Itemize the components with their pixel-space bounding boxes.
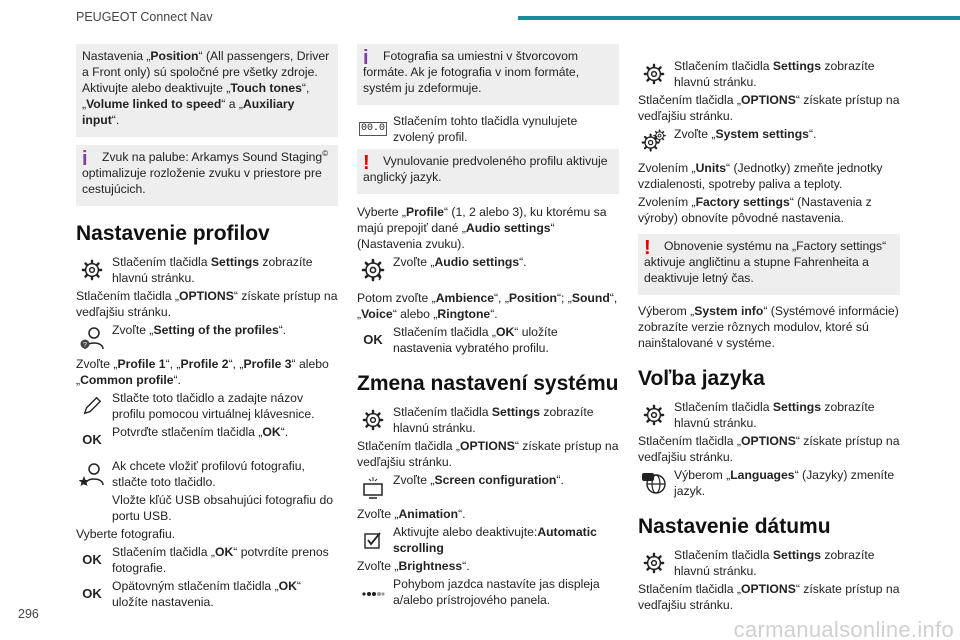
text: zobrazíte hlavnú stránku. bbox=[674, 400, 875, 430]
text: Stlačením tlačidla „ bbox=[393, 325, 496, 339]
instruction-row bbox=[357, 324, 619, 356]
text: “ a „ bbox=[221, 97, 243, 111]
instruction-row bbox=[638, 467, 900, 499]
text-bold: Settings bbox=[772, 59, 821, 73]
languages-icon bbox=[638, 467, 670, 499]
text: Stlačením tlačidla „ bbox=[357, 439, 460, 453]
text: Zvoľte „ bbox=[357, 559, 399, 573]
text: Aktivujte alebo deaktivujte: bbox=[393, 525, 538, 539]
text: “ získate prístup na vedľajšiu stránku. bbox=[638, 582, 900, 612]
settings-gear-icon bbox=[76, 254, 108, 286]
text: Vyberte „ bbox=[357, 205, 406, 219]
paragraph: Vyberte fotografiu. bbox=[76, 527, 176, 541]
watermark: carmanualsonline.info bbox=[733, 617, 954, 640]
text: Stlačením tlačidla bbox=[393, 405, 492, 419]
text: Zvoľte „ bbox=[112, 323, 154, 337]
text-bold: Audio settings bbox=[465, 221, 551, 235]
instruction-row bbox=[76, 492, 338, 524]
text: Zvolením „ bbox=[638, 161, 696, 175]
text: “ (Nastavenia zvuku). bbox=[357, 221, 555, 251]
text-bold: Settings bbox=[772, 400, 821, 414]
info-note bbox=[76, 145, 338, 206]
text: Zvuk na palube: Arkamys Sound Staging bbox=[102, 150, 323, 164]
instruction-row bbox=[76, 254, 338, 286]
text-bold: Auxiliary input bbox=[82, 97, 295, 127]
settings-gear-icon bbox=[638, 58, 670, 90]
instruction-row bbox=[357, 254, 619, 286]
text: Ak chcete vložiť profilovú fotografiu, stlačte toto tlačidlo. bbox=[112, 459, 305, 489]
text-bold: OPTIONS bbox=[740, 93, 796, 107]
instruction-row bbox=[357, 524, 619, 556]
text: “. bbox=[173, 373, 181, 387]
text: “; „ bbox=[556, 291, 572, 305]
paragraph bbox=[76, 288, 338, 320]
text: “ (Nastavenia z výroby) obnovíte pôvodné nastavenia. bbox=[638, 195, 872, 225]
text: Potom zvoľte „ bbox=[357, 291, 436, 305]
section-heading: Voľba jazyka bbox=[638, 367, 765, 390]
checkbox-icon bbox=[357, 524, 389, 556]
text: “. bbox=[462, 559, 470, 573]
text: Stlačením tlačidla bbox=[112, 255, 211, 269]
svg-text:?: ? bbox=[83, 342, 87, 349]
text: Stlačte toto tlačidlo a zadajte názov profilu pomocou virtuálnej klávesnice. bbox=[112, 391, 315, 421]
text-bold: Ambience bbox=[435, 291, 494, 305]
note-text: Obnovenie systému na „Factory settings“ aktivuje angličtinu a stupne Fahrenheita a deaktivuje letný čas. bbox=[644, 239, 887, 285]
info-icon: i bbox=[363, 47, 369, 69]
profile-photo-icon bbox=[76, 458, 108, 490]
text-bold: System settings bbox=[715, 127, 809, 141]
instruction-row bbox=[76, 578, 338, 610]
blank-icon bbox=[76, 492, 108, 518]
header-title: PEUGEOT Connect Nav bbox=[76, 10, 213, 24]
paragraph bbox=[357, 438, 619, 470]
instruction-row bbox=[638, 547, 900, 579]
paragraph bbox=[357, 506, 619, 522]
text: “ potvrdíte prenos fotografie. bbox=[112, 545, 329, 575]
text-bold: Screen configuration bbox=[434, 473, 557, 487]
text: Zvoľte „ bbox=[357, 507, 399, 521]
ok-icon: OK bbox=[82, 552, 102, 567]
paragraph bbox=[638, 92, 900, 124]
text-bold: Settings bbox=[491, 405, 540, 419]
text-bold: Sound bbox=[571, 291, 610, 305]
column-1 bbox=[76, 44, 338, 612]
instruction-row bbox=[638, 399, 900, 431]
text: Nastavenia „ bbox=[82, 49, 151, 63]
instruction-row bbox=[357, 576, 619, 608]
text-bold: Animation bbox=[398, 507, 459, 521]
header-accent-bar bbox=[518, 16, 960, 20]
text-bold: OK bbox=[262, 425, 281, 439]
reset-label: 00.0 bbox=[360, 123, 385, 134]
text-bold: Common profile bbox=[80, 373, 174, 387]
text: “ (1, 2 alebo 3), ku ktorému sa majú prepojiť dané „ bbox=[357, 205, 607, 235]
text: Stlačením tlačidla bbox=[674, 59, 773, 73]
profile-settings-icon bbox=[76, 322, 108, 354]
text: “, „ bbox=[165, 357, 181, 371]
warning-icon: ! bbox=[363, 152, 370, 174]
text-bold: Profile 2 bbox=[180, 357, 229, 371]
text-bold: OK bbox=[278, 579, 297, 593]
text-bold: Audio settings bbox=[434, 255, 520, 269]
instruction-row bbox=[357, 404, 619, 436]
warning-note bbox=[638, 234, 900, 295]
paragraph bbox=[357, 558, 619, 574]
text: Stlačením tlačidla bbox=[674, 400, 773, 414]
text: Zvolením „ bbox=[638, 195, 696, 209]
text-bold: Brightness bbox=[398, 559, 463, 573]
text-bold: OK bbox=[495, 325, 515, 339]
text: Stlačením tlačidla „ bbox=[112, 545, 215, 559]
text: zobrazíte hlavnú stránku. bbox=[112, 255, 313, 285]
text: “. bbox=[280, 425, 289, 439]
text-bold: System info bbox=[694, 304, 764, 318]
instruction-row bbox=[76, 544, 338, 576]
text: optimalizuje rozloženie zvuku v priestore pre cestujúcich. bbox=[82, 166, 322, 196]
text: Opätovným stlačením tlačidla „ bbox=[112, 579, 279, 593]
instruction-row bbox=[76, 322, 338, 354]
text: Stlačením tlačidla „ bbox=[638, 93, 741, 107]
text: “. bbox=[458, 507, 466, 521]
text-bold: Settings bbox=[210, 255, 259, 269]
text: Zvoľte „ bbox=[393, 255, 435, 269]
reset-icon bbox=[357, 113, 389, 145]
text: Zvoľte „ bbox=[674, 127, 716, 141]
text-bold: Position bbox=[150, 49, 199, 63]
text-bold: OPTIONS bbox=[178, 289, 234, 303]
text: “ získate prístup na vedľajšiu stránku. bbox=[76, 289, 338, 319]
text: “. bbox=[808, 127, 817, 141]
text: Stlačením tlačidla „ bbox=[638, 434, 741, 448]
screen-configuration-icon bbox=[357, 472, 389, 504]
text: “ získate prístup na vedľajšiu stránku. bbox=[357, 439, 619, 469]
text-bold: Profile bbox=[406, 205, 444, 219]
text: Stlačením tohto tlačidla vynulujete zvolený profil. bbox=[393, 114, 578, 144]
text: “ alebo „ bbox=[392, 307, 438, 321]
paragraph bbox=[357, 290, 619, 322]
system-settings-icon bbox=[638, 126, 670, 158]
text: “, „ bbox=[494, 291, 509, 305]
paragraph bbox=[638, 303, 900, 351]
text-bold: OPTIONS bbox=[459, 439, 515, 453]
text: Zvoľte „ bbox=[393, 473, 435, 487]
text: “. bbox=[519, 255, 527, 269]
text: “ uložíte nastavenia. bbox=[112, 579, 301, 609]
text: “. bbox=[111, 113, 120, 127]
settings-gear-icon bbox=[638, 547, 670, 579]
audio-settings-icon bbox=[357, 254, 389, 286]
pencil-icon bbox=[76, 390, 108, 422]
instruction-row bbox=[638, 126, 900, 158]
text: Zvoľte „ bbox=[76, 357, 118, 371]
text: “ (Jazyky) zmeníte jazyk. bbox=[674, 468, 895, 498]
ok-icon: OK bbox=[82, 586, 102, 601]
text: “. bbox=[278, 323, 287, 337]
text-bold: Setting of the profiles bbox=[153, 323, 279, 337]
text: Stlačením tlačidla bbox=[674, 548, 773, 562]
text: zobrazíte hlavnú stránku. bbox=[674, 59, 875, 89]
copyright-sup: © bbox=[322, 148, 329, 158]
page-number: 296 bbox=[18, 607, 39, 621]
text: Stlačením tlačidla „ bbox=[76, 289, 179, 303]
column-3 bbox=[638, 58, 900, 615]
section-heading: Nastavenie dátumu bbox=[638, 515, 831, 538]
text-bold: OPTIONS bbox=[740, 582, 796, 596]
text-bold: Volume linked to speed bbox=[86, 97, 222, 111]
text: “ získate prístup na vedľajšiu stránku. bbox=[638, 93, 900, 123]
instruction-row bbox=[638, 58, 900, 90]
instruction-row bbox=[76, 458, 338, 490]
text: zobrazíte hlavnú stránku. bbox=[674, 548, 875, 578]
text-bold: Profile 3 bbox=[243, 357, 292, 371]
text-bold: Factory settings bbox=[695, 195, 790, 209]
paragraph bbox=[638, 160, 900, 192]
text: “ získate prístup na vedľajšiu stránku. bbox=[638, 434, 900, 464]
text-bold: Voice bbox=[361, 307, 393, 321]
text: Výberom „ bbox=[638, 304, 695, 318]
paragraph bbox=[638, 433, 900, 465]
ok-icon: OK bbox=[363, 332, 383, 347]
paragraph bbox=[76, 356, 338, 388]
text: “, „ bbox=[228, 357, 244, 371]
instruction-row bbox=[76, 424, 338, 456]
text: “, „ bbox=[82, 81, 310, 111]
settings-gear-icon bbox=[357, 404, 389, 436]
text: “ alebo „ bbox=[76, 357, 329, 387]
text-bold: Ringtone bbox=[437, 307, 491, 321]
note-text: Vynulovanie predvoleného profilu aktivuje anglický jazyk. bbox=[363, 154, 608, 184]
text: Stlačením tlačidla „ bbox=[638, 582, 741, 596]
section-heading: Zmena nastavení systému bbox=[357, 372, 619, 395]
text-bold: Position bbox=[508, 291, 557, 305]
text-bold: OPTIONS bbox=[740, 434, 796, 448]
text: “ (All passengers, Driver a Front only) sú spoločné pre všetky zdroje. Aktivujte alebo deaktivujte „ bbox=[82, 49, 330, 95]
info-note bbox=[357, 44, 619, 105]
text: Výberom „ bbox=[674, 468, 731, 482]
paragraph bbox=[638, 581, 900, 613]
position-note bbox=[76, 44, 338, 137]
text: “, „ bbox=[357, 291, 618, 321]
brightness-slider-icon bbox=[357, 576, 389, 608]
text: “. bbox=[490, 307, 498, 321]
text-bold: OK bbox=[214, 545, 234, 559]
instruction-row bbox=[357, 113, 619, 145]
text-bold: Automatic scrolling bbox=[393, 525, 597, 555]
text: “ (Jednotky) zmeňte jednotky vzdialenosti, spotreby paliva a teploty. bbox=[638, 161, 883, 191]
text-bold: Languages bbox=[730, 468, 795, 482]
instruction-row bbox=[76, 390, 338, 422]
paragraph bbox=[638, 194, 900, 226]
text: “ uložíte nastavenia vybratého profilu. bbox=[393, 325, 558, 355]
text: “. bbox=[556, 473, 564, 487]
text-bold: Settings bbox=[772, 548, 821, 562]
note-text: Fotografia sa umiestni v štvorcovom formáte. Ak je fotografia v inom formáte, systém ju zdeformuje. bbox=[363, 49, 580, 95]
text: Potvrďte stlačením tlačidla „ bbox=[112, 425, 263, 439]
column-2 bbox=[357, 44, 619, 610]
instruction-row bbox=[357, 472, 619, 504]
ok-icon: OK bbox=[82, 432, 102, 447]
text-bold: Touch tones bbox=[230, 81, 302, 95]
settings-gear-icon bbox=[638, 399, 670, 431]
text-bold: Profile 1 bbox=[117, 357, 166, 371]
text: Vložte kľúč USB obsahujúci fotografiu do portu USB. bbox=[112, 493, 334, 523]
text-bold: Units bbox=[695, 161, 727, 175]
text: zobrazíte hlavnú stránku. bbox=[393, 405, 594, 435]
info-icon: i bbox=[82, 148, 88, 170]
text: “ (Systémové informácie) zobrazíte verzie rôznych modulov, ktoré sú nainštalované v systéme. bbox=[638, 304, 899, 350]
text: Pohybom jazdca nastavíte jas displeja a/alebo prístrojového panela. bbox=[393, 577, 600, 607]
warning-icon: ! bbox=[644, 237, 651, 259]
warning-note bbox=[357, 149, 619, 194]
paragraph bbox=[357, 204, 619, 252]
section-heading: Nastavenie profilov bbox=[76, 222, 270, 245]
